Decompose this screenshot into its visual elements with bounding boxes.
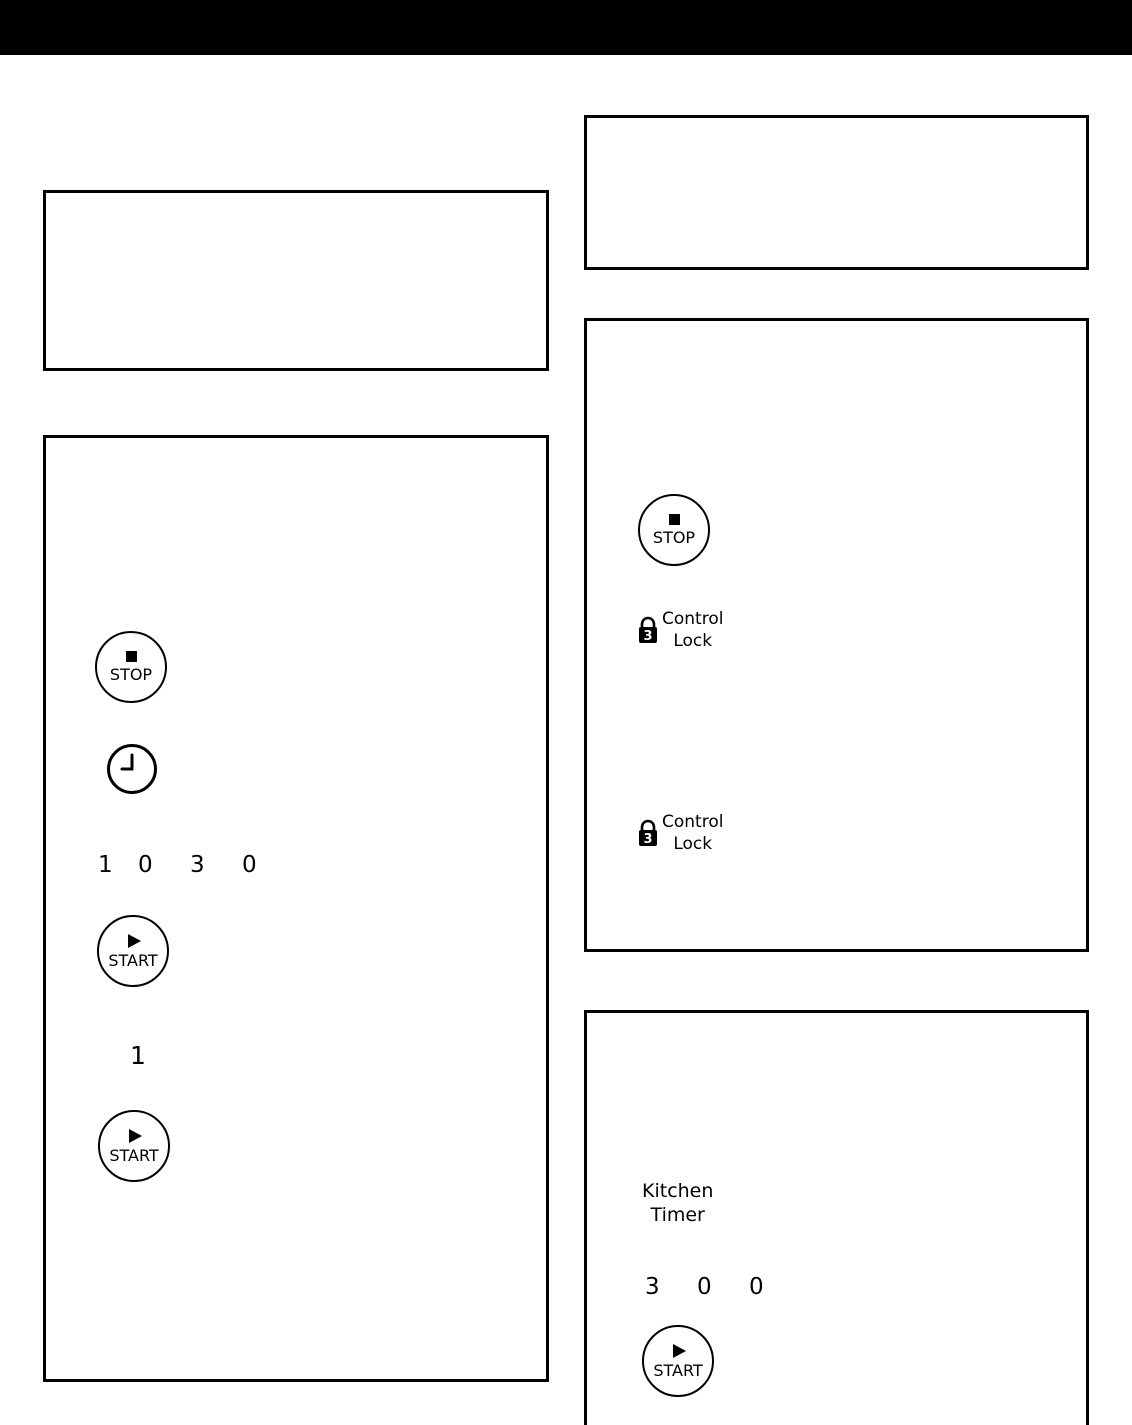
control-lock-line2: Lock	[673, 631, 713, 651]
clock-icon	[105, 742, 159, 796]
kitchen-timer-line1: Kitchen	[642, 1180, 714, 1202]
lock-badge: 3	[643, 832, 653, 847]
control-lock-label	[662, 811, 723, 855]
kitchen-timer-button[interactable]	[642, 1179, 713, 1227]
stop-button[interactable]	[95, 631, 167, 703]
start-button-label: START	[109, 1145, 159, 1165]
clock-button[interactable]	[105, 742, 159, 796]
left-clock-set-panel	[43, 435, 549, 1382]
lock-icon	[638, 819, 658, 847]
right-top-box	[584, 115, 1089, 270]
lock-icon	[638, 616, 658, 644]
digit-key[interactable]: 0	[242, 852, 257, 878]
digit-key[interactable]: 3	[190, 852, 205, 878]
digit-key[interactable]: 0	[749, 1274, 764, 1300]
play-triangle-icon	[128, 934, 141, 948]
stop-square-icon	[669, 514, 680, 525]
control-lock-line2: Lock	[673, 834, 713, 854]
start-button[interactable]	[642, 1325, 714, 1397]
digit-key[interactable]: 1	[98, 852, 113, 878]
play-triangle-icon	[129, 1129, 142, 1143]
start-button-label: START	[653, 1360, 703, 1380]
header-bar	[0, 0, 1132, 55]
control-lock-button[interactable]	[638, 608, 723, 652]
digit-key[interactable]: 0	[138, 852, 153, 878]
digit-key[interactable]: 1	[130, 1041, 146, 1070]
kitchen-timer-panel	[584, 1010, 1089, 1425]
control-lock-button[interactable]	[638, 811, 723, 855]
start-button[interactable]	[98, 1110, 170, 1182]
stop-button[interactable]	[638, 494, 710, 566]
control-lock-label	[662, 608, 723, 652]
control-lock-panel	[584, 318, 1089, 952]
control-lock-line1: Control	[662, 609, 724, 629]
left-top-box	[43, 190, 549, 371]
control-lock-line1: Control	[662, 812, 724, 832]
stop-square-icon	[126, 651, 137, 662]
start-button-label: START	[108, 950, 158, 970]
digit-key[interactable]: 3	[645, 1274, 660, 1300]
kitchen-timer-line2: Timer	[650, 1204, 705, 1226]
stop-button-label: STOP	[652, 528, 696, 547]
time-digits	[98, 853, 272, 877]
lock-badge: 3	[643, 629, 653, 644]
digit-key[interactable]: 0	[697, 1274, 712, 1300]
play-triangle-icon	[673, 1344, 686, 1358]
timer-digits	[645, 1275, 779, 1299]
start-button[interactable]	[97, 915, 169, 987]
stop-button-label: STOP	[109, 665, 153, 684]
